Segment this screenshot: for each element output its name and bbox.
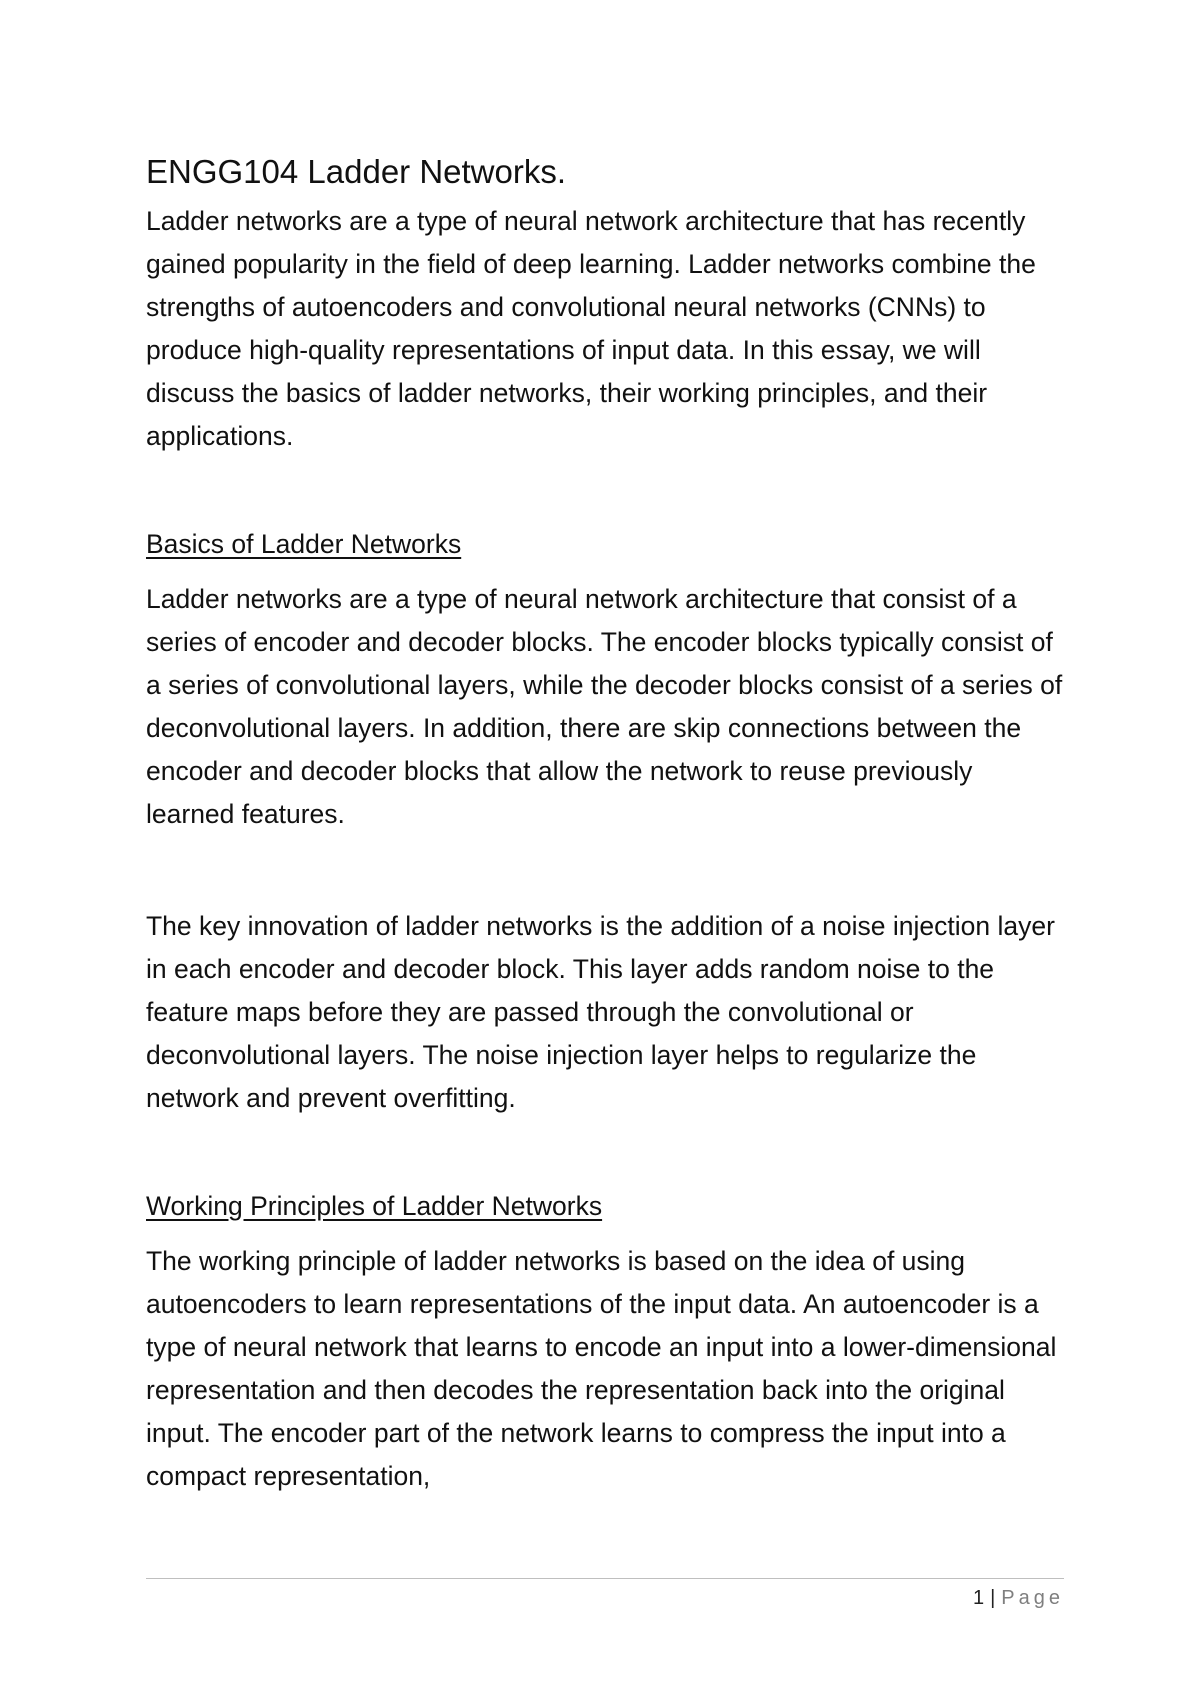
section-paragraph: The working principle of ladder networks is based on the idea of using autoencoders to learn representations of the input data. An autoencoder is a type of neural network that learns to encode an input into a lower-dimensional representation and then decodes the representation back into the original input. The encoder part of the network learns to compress the input into a compact representation, xyxy=(146,1246,1057,1491)
page-number: 1 xyxy=(972,1587,985,1609)
section-heading-working-principles: Working Principles of Ladder Networks xyxy=(146,1191,603,1221)
footer-divider xyxy=(146,1578,1064,1579)
footer-separator: | xyxy=(990,1587,996,1609)
section-heading-basics: Basics of Ladder Networks xyxy=(146,529,462,559)
section-paragraph: Ladder networks are a type of neural network architecture that consist of a series of encoder and decoder blocks. The encoder blocks typically consist of a series of convolutional layers, while the decoder blocks consist of a series of deconvolutional layers. In addition, there are skip connections between the encoder and decoder blocks that allow the network to reuse previously learned features. xyxy=(146,584,1063,829)
document-body xyxy=(146,150,1066,1498)
page-footer xyxy=(973,1585,1064,1611)
section-paragraph: The key innovation of ladder networks is the addition of a noise injection layer in each encoder and decoder block. This layer adds random noise to the feature maps before they are passed through the convolutional or deconvolutional layers. The noise injection layer helps to regularize the network and prevent overfitting. xyxy=(146,911,1055,1113)
intro-paragraph: Ladder networks are a type of neural network architecture that has recently gained popularity in the field of deep learning. Ladder networks combine the strengths of autoencoders and convolutional neural networks (CNNs) to produce high-quality representations of input data. In this essay, we will discuss the basics of ladder networks, their working principles, and their applications. xyxy=(146,206,1036,451)
page-label: Page xyxy=(1001,1587,1064,1609)
document-title: ENGG104 Ladder Networks. xyxy=(146,153,567,190)
